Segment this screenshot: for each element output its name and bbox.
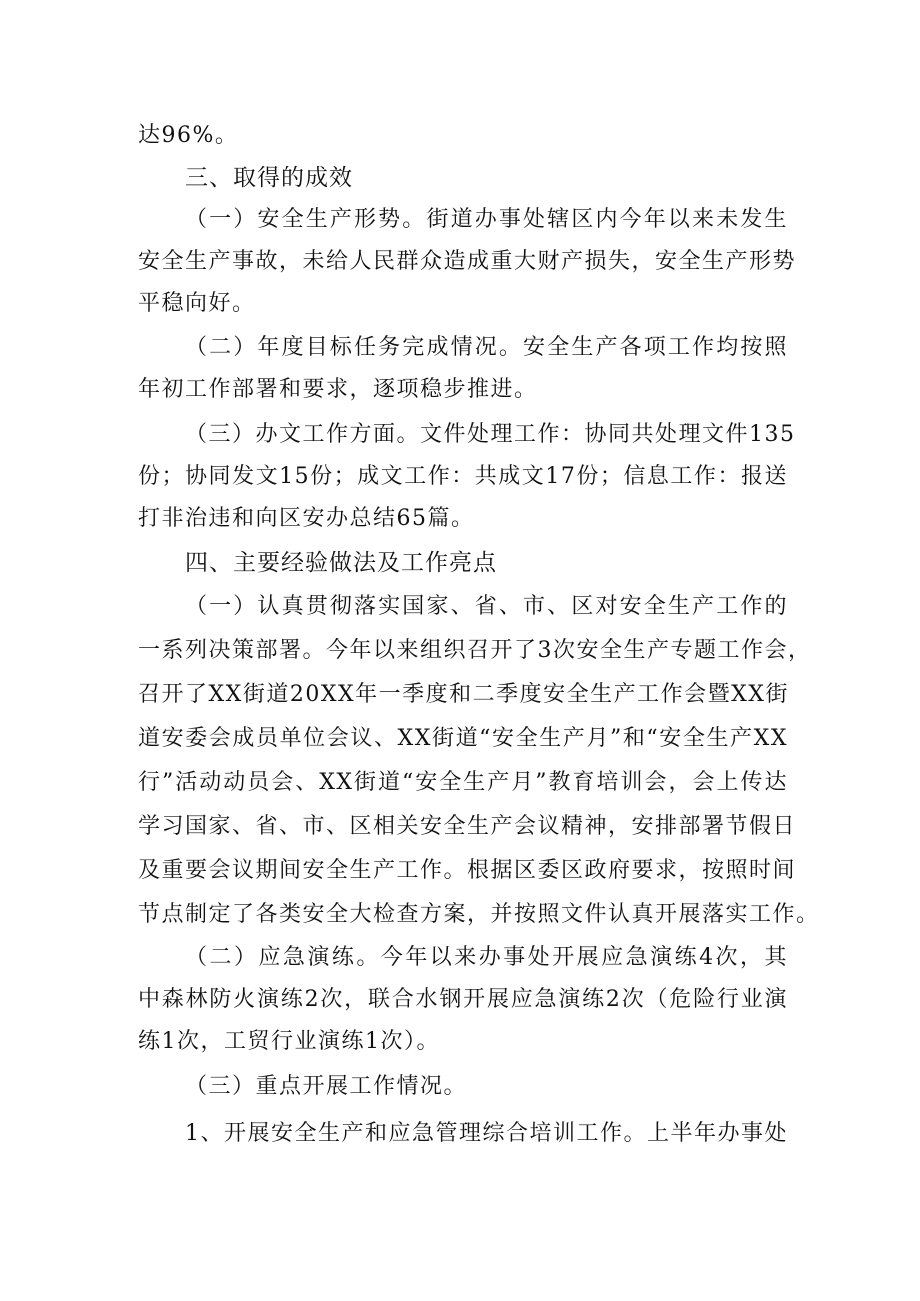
text-line: 行”活动动员会、XX街道“安全生产月”教育培训会，会上传达 (138, 770, 788, 795)
text-line: 年初工作部署和要求，逐项稳步推进。 (138, 377, 538, 402)
text-line: （一）认真贯彻落实国家、省、市、区对安全生产工作的 (185, 594, 788, 619)
text-line: 平稳向好。 (138, 291, 256, 316)
text-line: 召开了XX街道20XX年一季度和二季度安全生产工作会暨XX街 (138, 682, 789, 707)
text-line: 一系列决策部署。今年以来组织召开了3次安全生产专题工作会， (138, 638, 812, 663)
text-line: 节点制定了各类安全大检查方案，并按照文件认真开展落实工作。 (138, 902, 820, 927)
text-line: （二）应急演练。今年以来办事处开展应急演练4次，其 (185, 945, 788, 970)
text-line: 及重要会议期间安全生产工作。根据区委区政府要求，按照时间 (138, 858, 797, 883)
text-line: 中森林防火演练2次，联合水钢开展应急演练2次（危险行业演 (138, 987, 788, 1012)
text-line: （一）安全生产形势。街道办事处辖区内今年以来未发生 (185, 207, 788, 232)
text-line: 1、开展安全生产和应急管理综合培训工作。上半年办事处 (185, 1121, 788, 1146)
section-heading: 四、主要经验做法及工作亮点 (185, 550, 497, 576)
text-line: （二）年度目标任务完成情况。安全生产各项工作均按照 (185, 335, 788, 360)
text-line: （三）办文工作方面。文件处理工作：协同共处理文件135 (185, 422, 796, 447)
text-line: 道安委会成员单位会议、XX街道“安全生产月”和“安全生产XX (138, 726, 788, 751)
text-line: 学习国家、省、市、区相关安全生产会议精神，安排部署节假日 (138, 814, 797, 839)
text-line: 打非治违和向区安办总结65篇。 (138, 506, 475, 531)
section-heading: 三、取得的成效 (185, 165, 353, 191)
text-line: （三）重点开展工作情况。 (185, 1074, 468, 1099)
text-line: 份；协同发文15份；成文工作：共成文17份；信息工作：报送 (138, 464, 788, 489)
text-line: 练1次，工贸行业演练1次）。 (138, 1029, 440, 1054)
text-line: 达96%。 (138, 123, 239, 148)
text-line: 安全生产事故，未给人民群众造成重大财产损失，安全生产形势 (138, 249, 797, 274)
